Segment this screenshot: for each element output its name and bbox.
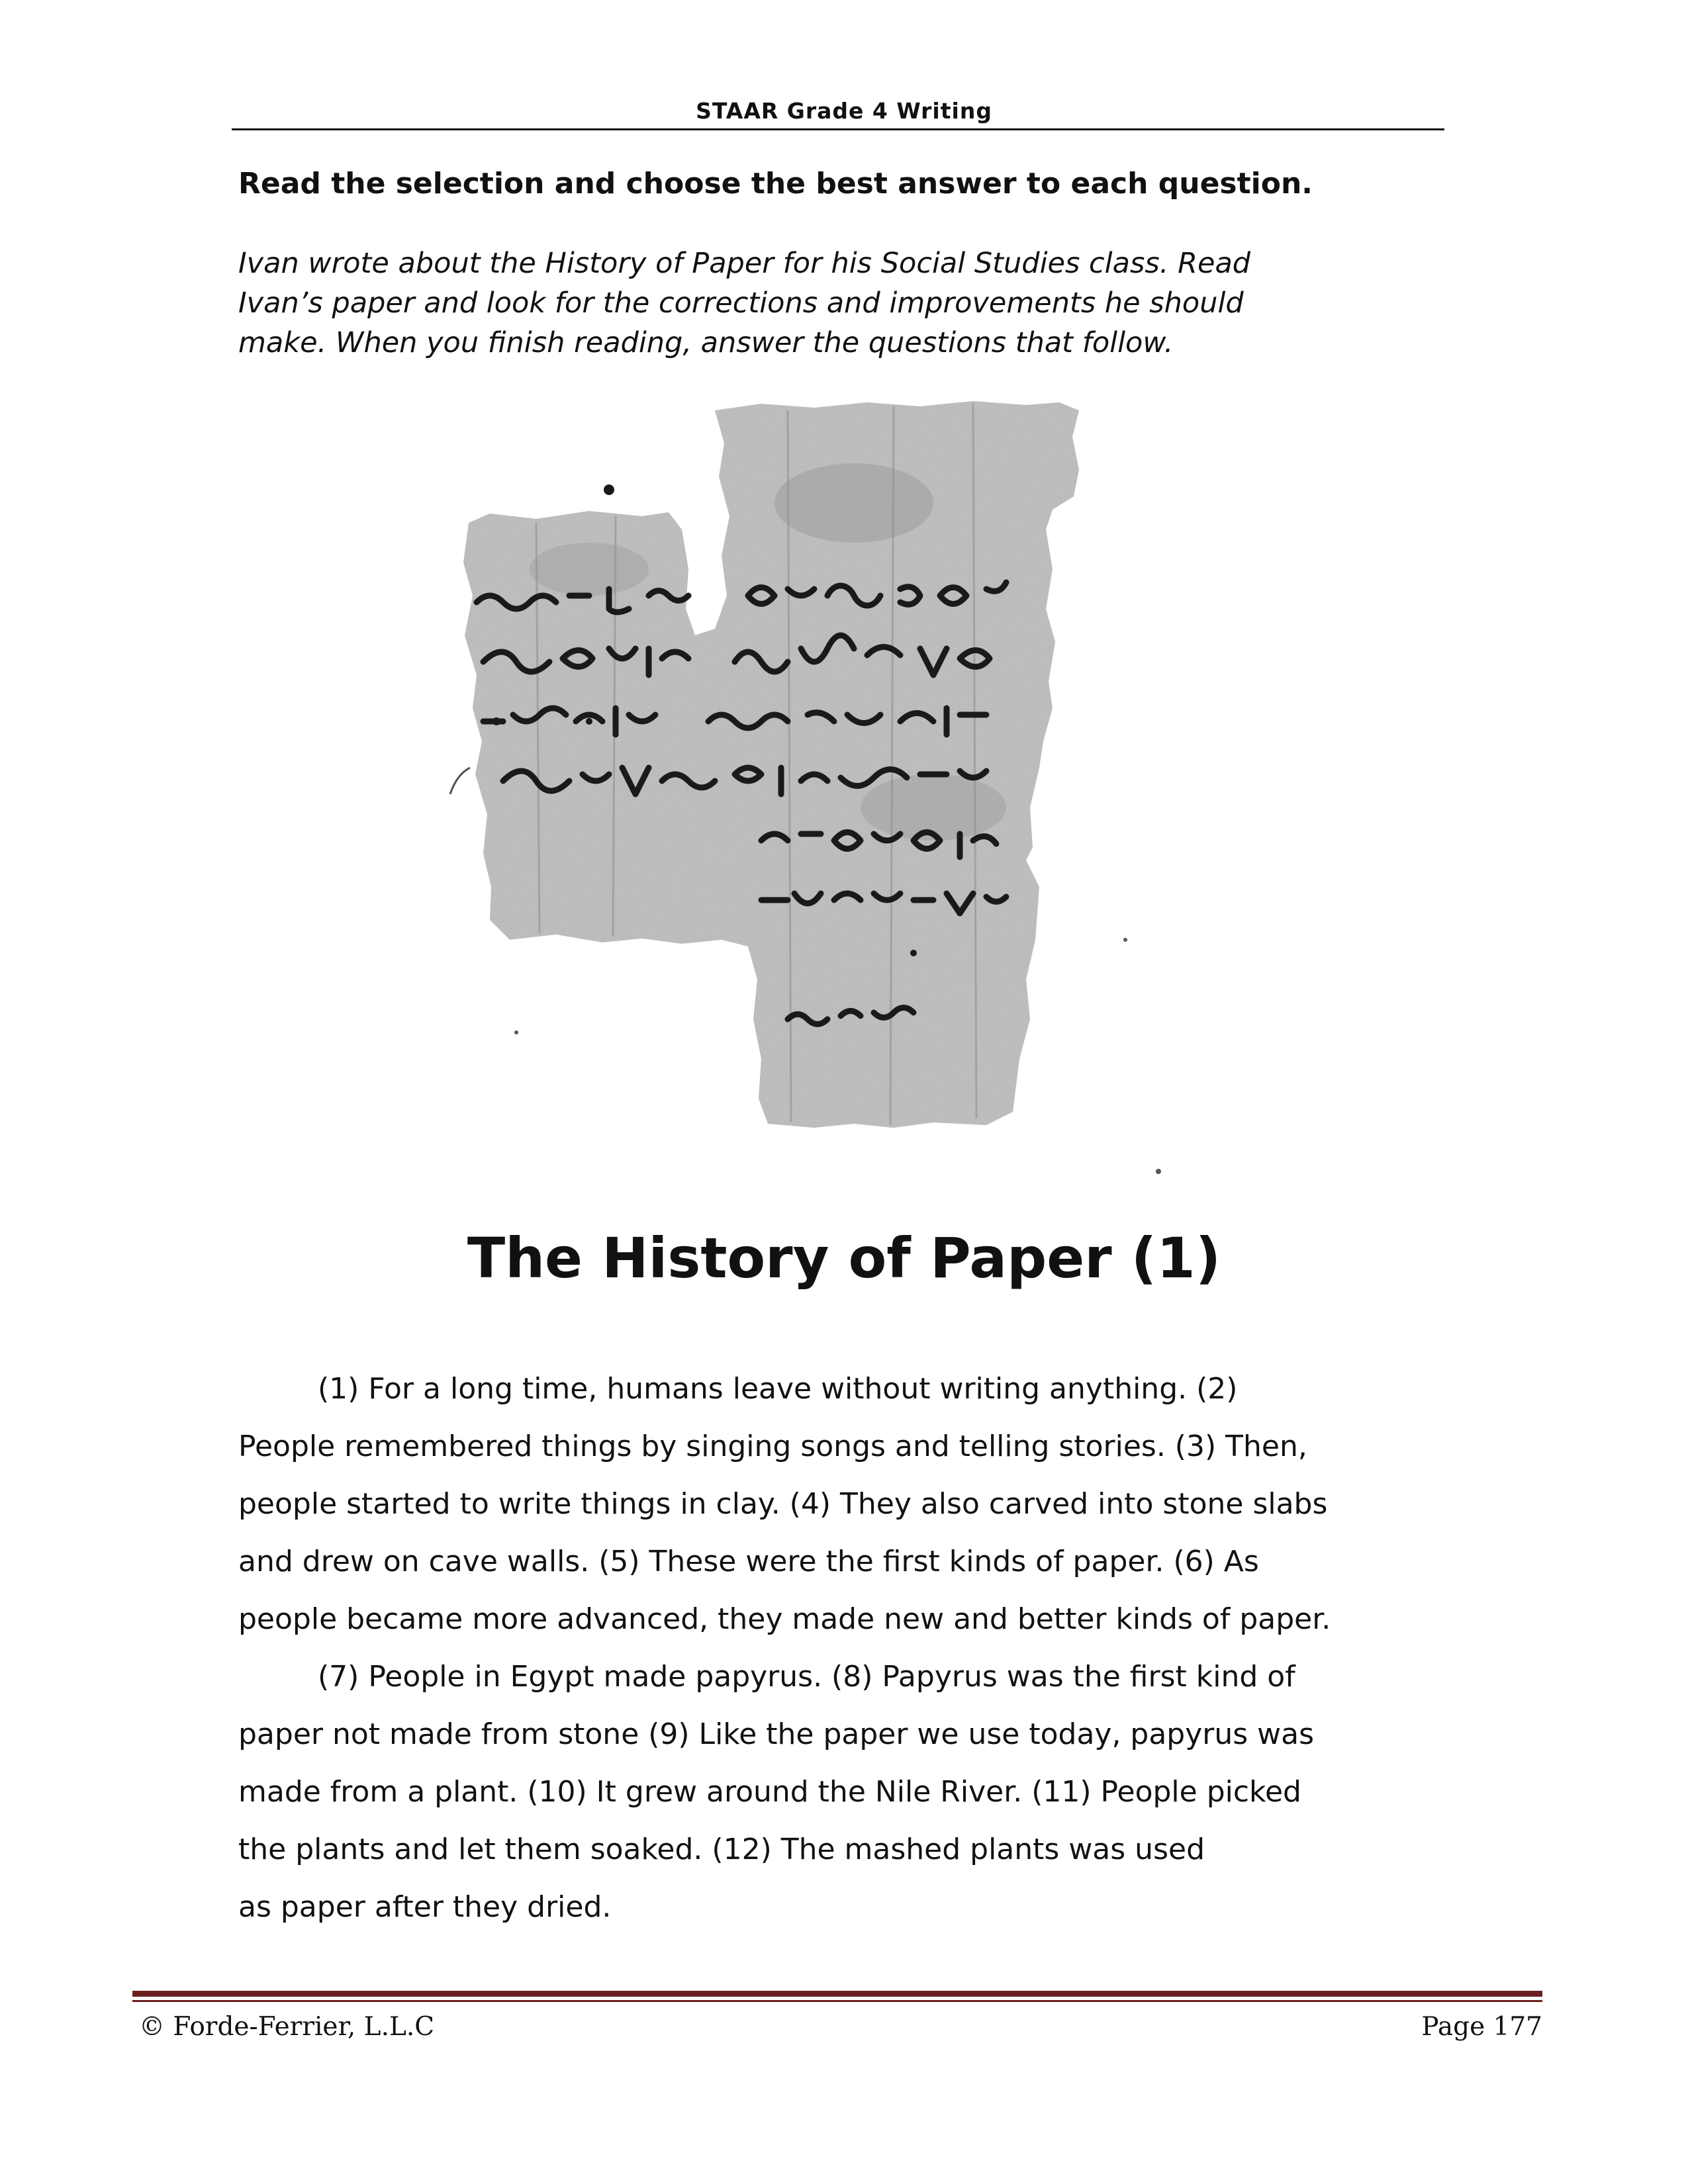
intro-line: Ivan wrote about the History of Paper for his Social Studies class. Read [238, 247, 1251, 280]
passage-line: (1) For a long time, humans leave without writing anything. (2) [318, 1372, 1238, 1406]
intro-line: make. When you finish reading, answer the questions that follow. [238, 326, 1174, 359]
footer-copyright: © Forde-Ferrier, L.L.C [139, 2012, 435, 2042]
passage-line: and drew on cave walls. (5) These were the first kinds of paper. (6) As [238, 1545, 1259, 1578]
footer-divider-thin [132, 2000, 1542, 2002]
passage-line: People remembered things by singing songs and telling stories. (3) Then, [238, 1430, 1307, 1463]
instructions-heading: Read the selection and choose the best answer to each question. [238, 167, 1313, 201]
header-divider [232, 128, 1444, 130]
intro-line: Ivan’s paper and look for the corrections and improvements he should [238, 287, 1244, 320]
footer-page-number: Page 177 [1421, 2012, 1542, 2042]
passage-line: the plants and let them soaked. (12) The mashed plants was used [238, 1833, 1205, 1866]
papyrus-fragment-image [391, 397, 1185, 1178]
page-header-title: STAAR Grade 4 Writing [696, 98, 992, 124]
passage-line: as paper after they dried. [238, 1890, 612, 1924]
passage-line: people started to write things in clay. (4) They also carved into stone slabs [238, 1487, 1328, 1521]
passage-line: (7) People in Egypt made papyrus. (8) Papyrus was the first kind of [318, 1660, 1295, 1694]
intro-paragraph [238, 244, 1430, 363]
footer-divider-thick [132, 1991, 1542, 1997]
passage-line: paper not made from stone (9) Like the paper we use today, papyrus was [238, 1717, 1315, 1751]
passage-line: made from a plant. (10) It grew around the Nile River. (11) People picked [238, 1775, 1301, 1809]
passage-text [238, 1360, 1470, 1936]
passage-line: people became more advanced, they made new and better kinds of paper. [238, 1602, 1331, 1636]
document-title: The History of Paper (1) [467, 1226, 1221, 1291]
